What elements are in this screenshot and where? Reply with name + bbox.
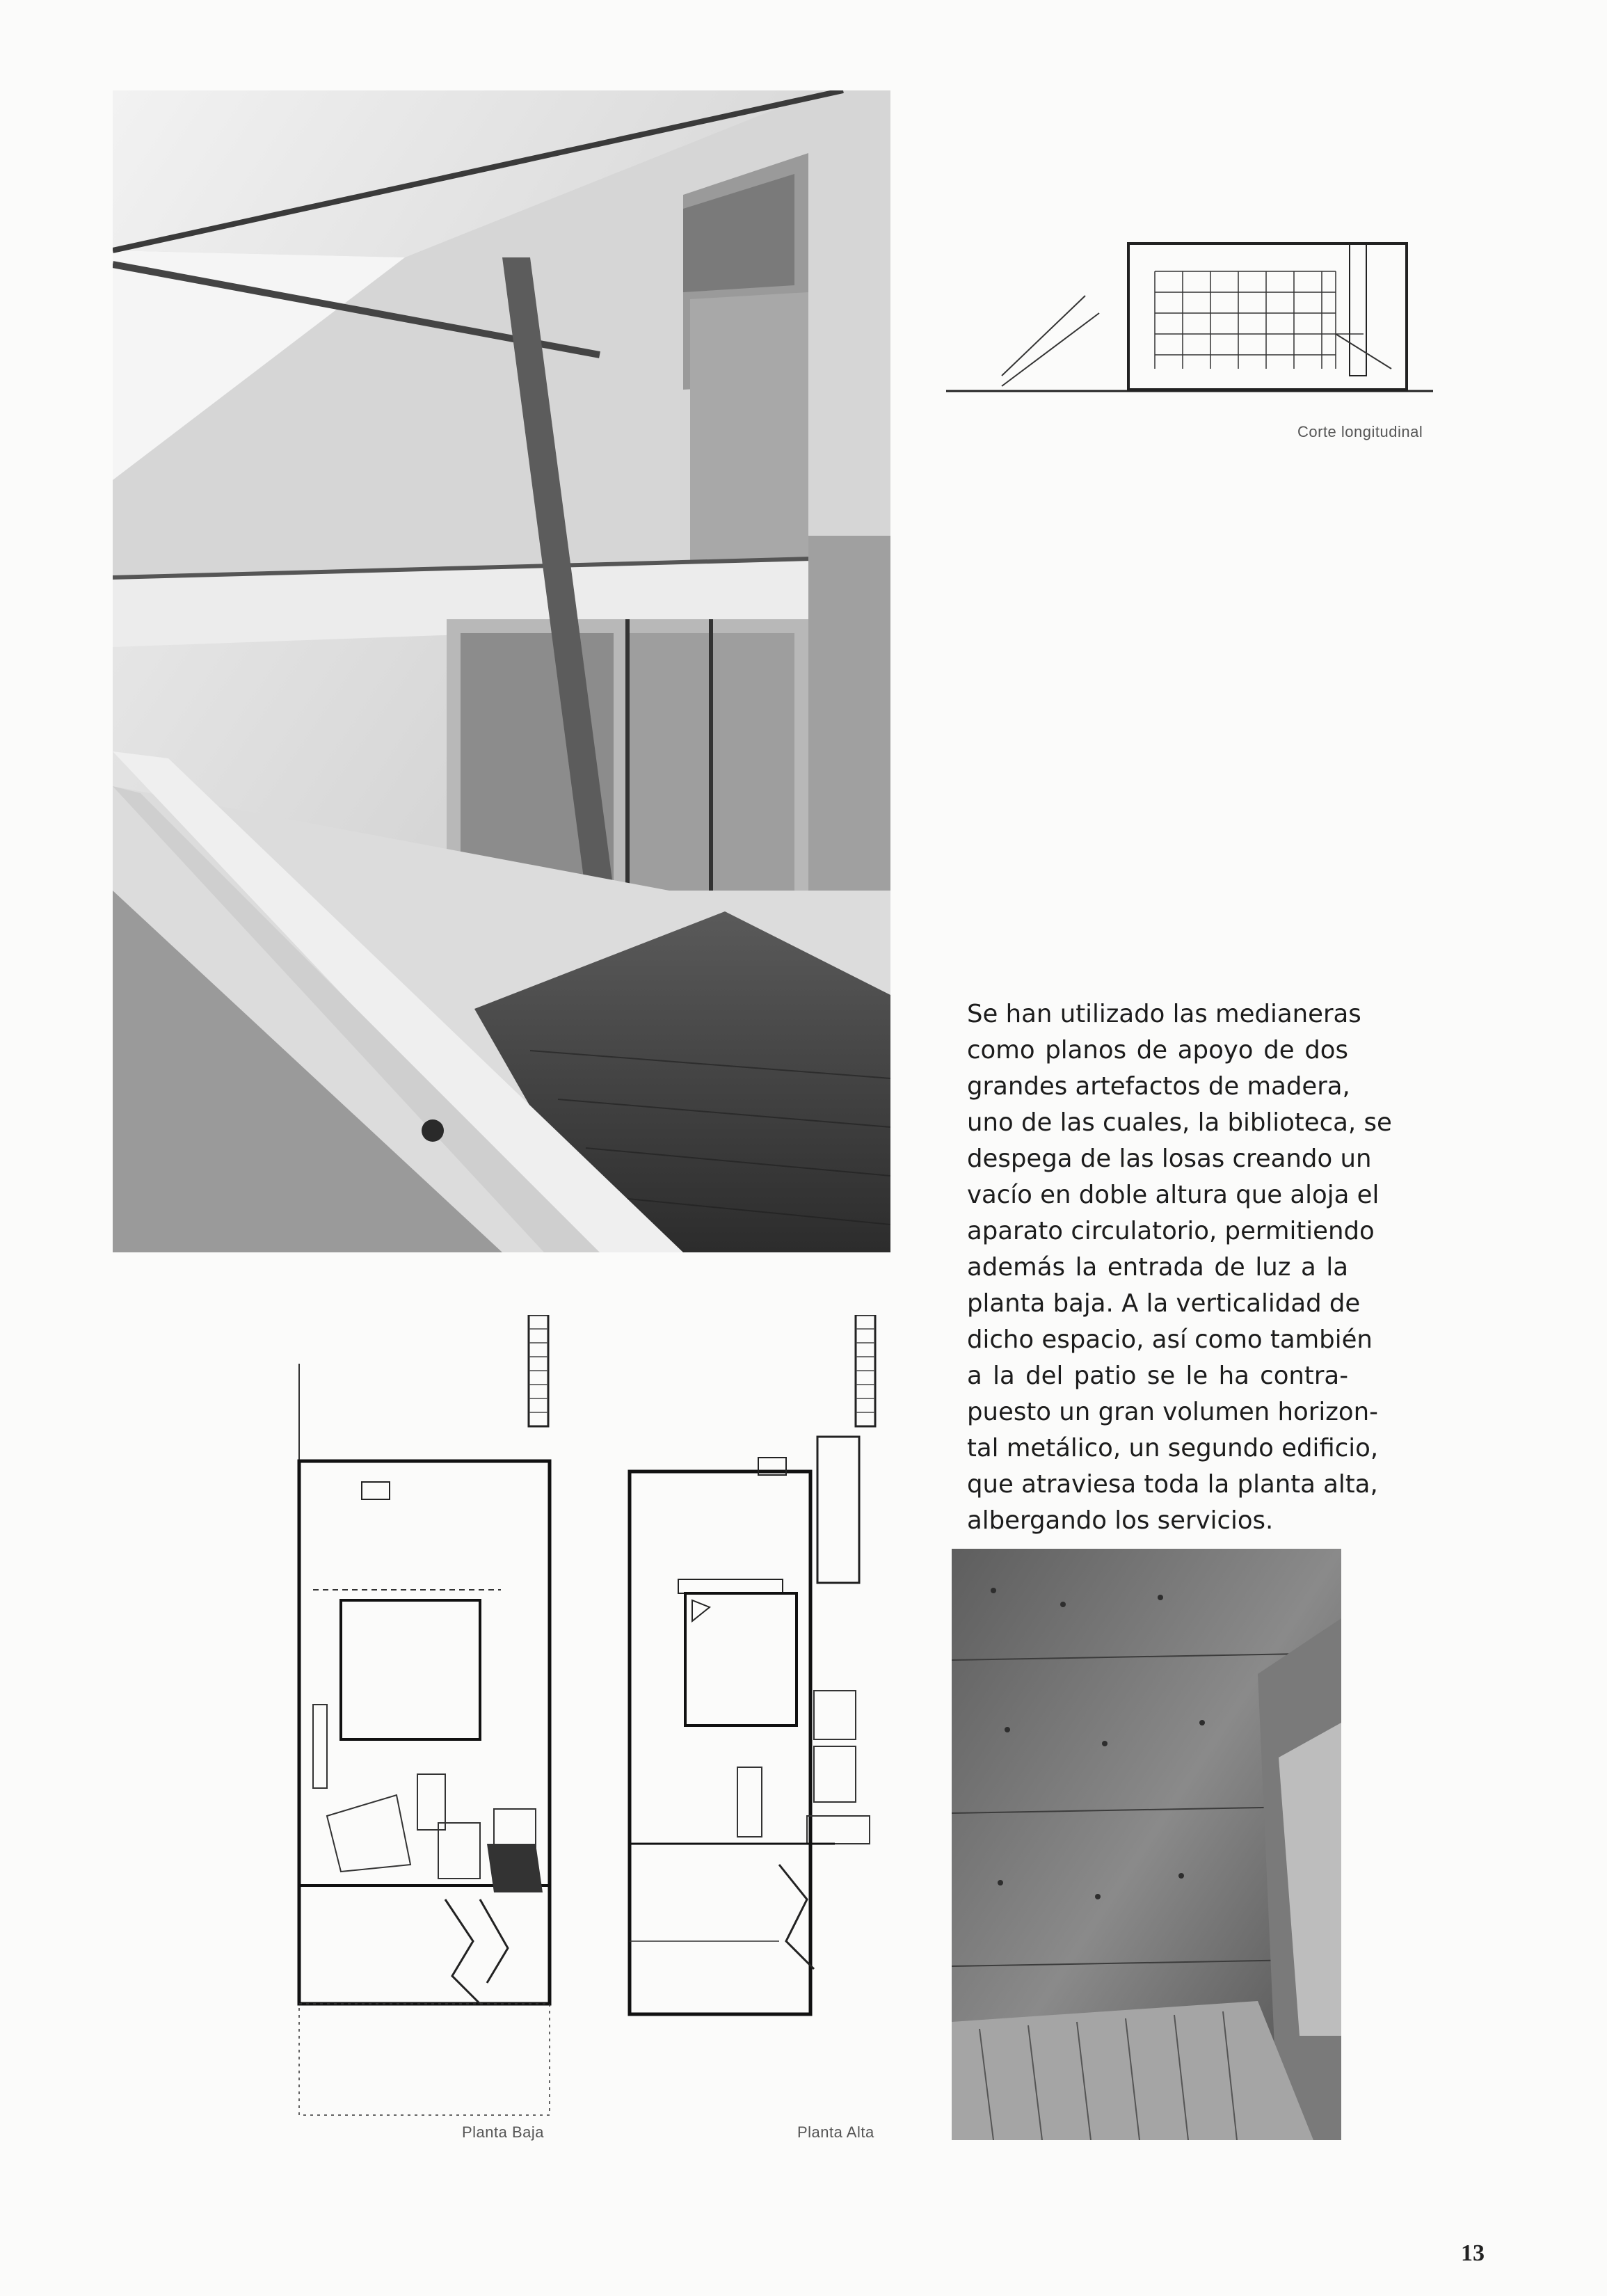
interior-photo [113,90,890,1252]
ground-floor-caption: Planta Baja [462,2123,545,2141]
body-text [967,996,1392,1539]
body-text-line: tal metálico, un segundo edificio, [967,1434,1379,1462]
section-caption: Corte longitudinal [1297,423,1423,440]
longitudinal-section-drawing [946,230,1433,397]
body-text-line: grandes artefactos de madera, [967,1072,1350,1101]
body-text-line: puesto un gran volumen horizon- [967,1398,1378,1426]
body-text-line: aparato circulatorio, permitiendo [967,1217,1375,1245]
body-text-line: albergando los servicios. [967,1506,1274,1535]
body-text-line: como planos de apoyo de dos [967,1036,1348,1065]
body-text-line: Se han utilizado las medianeras [967,1000,1361,1028]
ground-floor-plan [292,1315,557,2122]
upper-floor-caption: Planta Alta [797,2123,874,2141]
body-text-line: uno de las cuales, la biblioteca, se [967,1108,1392,1137]
body-text-line: vacío en doble altura que aloja el [967,1181,1380,1209]
concrete-wall-photo [952,1549,1341,2140]
body-text-line: a la del patio se le ha contra- [967,1362,1348,1390]
body-text-line: además la entrada de luz a la [967,1253,1348,1282]
upper-floor-plan [626,1315,890,2018]
body-text-line: que atraviesa toda la planta alta, [967,1470,1378,1499]
body-text-line: dicho espacio, así como también [967,1325,1373,1354]
body-text-line: planta baja. A la verticalidad de [967,1289,1361,1318]
body-text-line: despega de las losas creando un [967,1145,1372,1173]
page-number: 13 [1461,2240,1485,2266]
